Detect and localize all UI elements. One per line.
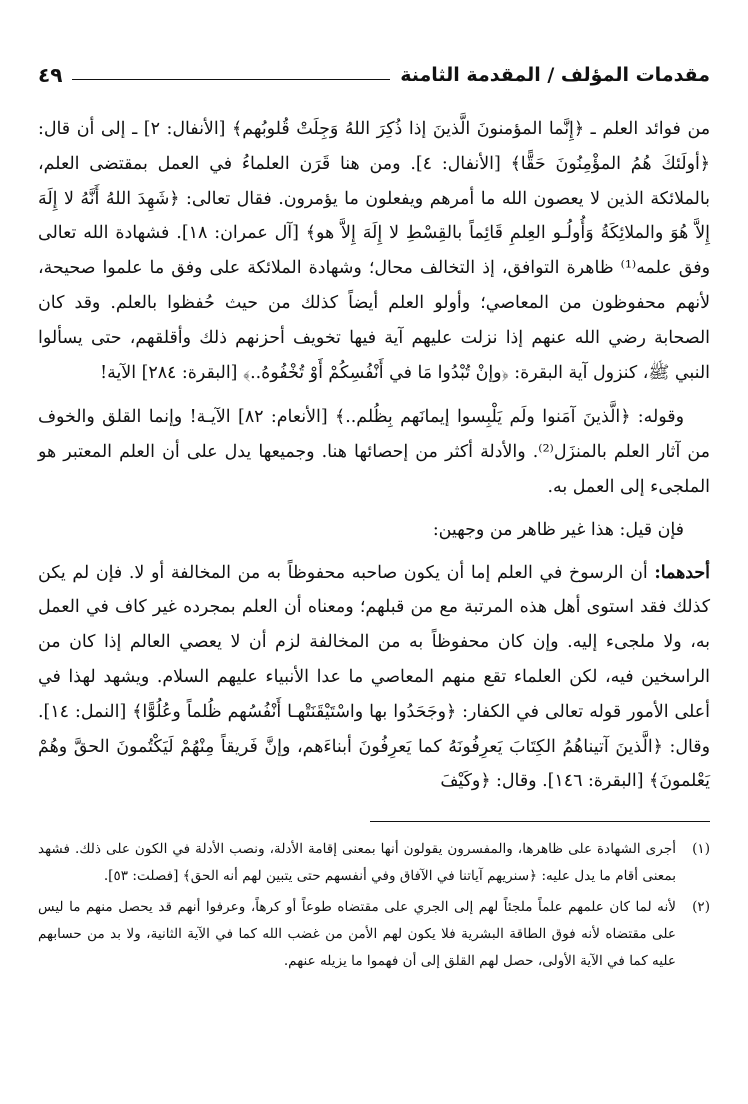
running-header xyxy=(38,58,710,92)
footnote-number: (١) xyxy=(692,841,710,858)
paragraph-2: وقوله: ﴿الَّذينَ آمَنوا ولَم يَلْبِسوا إيمانَهم بِظُلم..﴾ [الأنعام: ٨٢] الآيـة! وإنما القلق والخوف من آثار العلم بالمنزَل⁽²⁾. والأدلة أكثر من إحصائها هنا. وجميعها يدل على أن العلم المعتبر هو الملجىء إلى العمل به. xyxy=(38,407,710,497)
paragraph-4-text: أن الرسوخ في العلم إما أن يكون صاحبه محفوظاً به من المخالفة أو لا. فإن لم يكن كذلك فقد استوى أهل هذه المرتبة مع من قبلهم؛ ومعناه أن العلم بمجرده غير كاف في العمل به، ولا ملجىء إليه. وإن كان محفوظاً به من المخالفة لزم أن لا يعصي العالم إذا كان من الراسخين فيه، لكن العلماء تقع منهم المعاصي ما عدا الأنبياء عليهم السلام. ويشهد لهذا في أعلى الأمور قوله تعالى في الكفار: ﴿وجَحَدُوا بها واسْتَيْقَنَتْهـا أَنْفُسُهم ظُلماً وعُلُوًّا﴾ [النمل: ١٤]. وقال: ﴿الَّذينَ آتيناهُمُ الكِتَابَ يَعرِفُونَهُ كما يَعرِفُونَ أبناءَهم، وإنَّ فَريقاً مِنْهُمْ لَيَكْتُمونَ الحقَّ وهُمْ يَعْلمونَ﴾ [البقرة: ١٤٦]. وقال: ﴿وكَيْفَ xyxy=(38,562,710,792)
paragraph-4 xyxy=(38,556,710,800)
footnote-separator xyxy=(370,821,710,822)
header-rule xyxy=(72,79,390,80)
footnote-2 xyxy=(38,894,710,975)
footnotes xyxy=(38,836,710,975)
running-header-title: مقدمات المؤلف / المقدمة الثامنة xyxy=(400,64,710,86)
paragraph-1: من فوائد العلم ـ ﴿إِنَّما المؤمنونَ الَّذينَ إذا ذُكِرَ اللهُ وَجِلَتْ قُلوبُهم﴾ [الأنفال: ٢] ـ إلى أن قال: ﴿أولَئكَ هُمُ المؤْمِنُونَ حَقًّا﴾ [الأنفال: ٤]. ومن هنا قَرَن العلماءُ في العمل بمقتضى العلم، بالملائكة الذين لا يعصون الله ما أمرهم ويفعلون ما يؤمرون. فقال تعالى: ﴿شَهِدَ اللهُ أَنَّهُ لا إِلَهَ إِلاَّ هُوَ والملائِكَةُ وَأُولُـو العِلمِ قَائِماً بالقِسْطِ لا إِلَهَ إِلاَّ هو﴾ [آل عمران: ١٨]. فشهادة الله تعالى وفق علمه⁽¹⁾ ظاهرة التوافق، إذ التخالف محال؛ وشهادة الملائكة على وفق ما علموا صحيحة، لأنهم محفوظون من المعاصي؛ وأولو العلم أيضاً كذلك من حيث حُفظوا بالعلم. وقد كان الصحابة رضي الله عنهم إذا نزلت عليهم آية فيها تخويف أحزنهم ذلك وأقلقهم، حتى يسألوا النبي ﷺ، كنزول آية البقرة: ﴿وإنْ تُبْدُوا مَا في أَنْفُسِكُمْ أَوْ تُخْفُوهُ..﴾ [البقرة: ٢٨٤] الآية! xyxy=(38,119,711,383)
page-number: ٤٩ xyxy=(38,63,63,87)
footnote-1 xyxy=(38,836,710,890)
main-text xyxy=(38,112,710,799)
book-page xyxy=(38,58,710,979)
paragraph-3: فإن قيل: هذا غير ظاهر من وجهين: xyxy=(432,519,684,540)
footnote-number: (٢) xyxy=(692,899,710,916)
paragraph-4-label: أحدهما: xyxy=(654,562,710,583)
footnote-text: لأنه لما كان علمهم علماً ملجئاً لهم إلى الجري على مقتضاه طوعاً أو كرهاً، وعرفوا أنهم قد يحصل منهم ما ليس على مقتضاه لأنه فوق الطاقة البشرية فلا يكون لهم الأمن من غضب الله كما في الآية الثانية، ولا بد من حسابهم عليه كما في الآية الأولى، حصل لهم القلق إلى أن فهموا ما يزيله عنهم. xyxy=(38,899,676,970)
footnote-text: أجرى الشهادة على ظاهرها، والمفسرون يقولون أنها بمعنى إقامة الأدلة، ونصب الأدلة في الكون على ذلك. فشهد بمعنى أقام ما يدل عليه: ﴿سنريهم آياتنا في الآفاق وفي أنفسهم حتى يتبين لهم أنه الحق﴾ [فصلت: ٥٣]. xyxy=(38,841,676,885)
